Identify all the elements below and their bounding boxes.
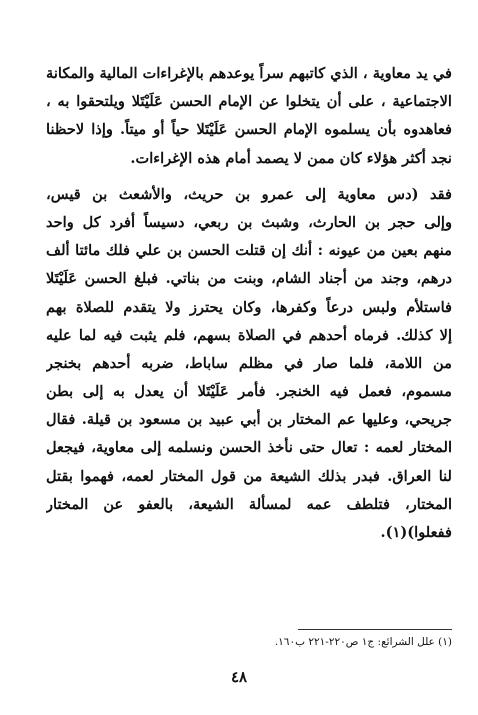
text-line: الاجتماعية ، على أن يتخلوا عن الإمام الحسن عَلَيْتَلا ويلتحقوا به ، xyxy=(46,93,452,111)
text-line: إلا كذلك. فرماه أحدهم في الصلاة بسهم، فلم يثبت فيه لما عليه xyxy=(46,326,452,344)
footnote: (١) علل الشرائع: ج١ ص٢٢٠-٢٢١ ب١٦٠. xyxy=(274,636,452,648)
text-line: وإلى حجر بن الحارث، وشبث بن ربعي، دسيساً أفرد كل واحد xyxy=(46,213,452,231)
page-number: ٤٨ xyxy=(230,668,248,686)
body-text xyxy=(46,60,452,547)
text-line: المختار لعمه : تعال حتى نأخذ الحسن ونسلمه إلى معاوية، فيجعل xyxy=(46,439,452,457)
footnote-divider xyxy=(298,629,452,630)
text-line: فاستلأم ولبس درعاً وكفرها، وكان يحترز ولا يتقدم للصلاة بهم xyxy=(46,298,452,316)
text-line: في يد معاوية ، الذي كاتبهم سراً يوعدهم بالإغراءات المالية والمكانة xyxy=(46,65,452,82)
text-line: المختار، فتلطف عمه لمسألة الشيعة، بالعفو عن المختار xyxy=(46,495,452,513)
text-line: مسموم، فعمل فيه الخنجر. فأمر عَلَيْتَلا أن يعدل به إلى بطن xyxy=(46,383,452,401)
text-line: درهم، وجند من أجناد الشام، وبنت من بناتي. فبلغ الحسن عَلَيْتَلا xyxy=(46,270,452,288)
text-line: نجد أكثر هؤلاء كان ممن لا يصمد أمام هذه الإغراءات. xyxy=(130,149,452,167)
text-line: منهم بعين من عيونه : أنك إن قتلت الحسن بن علي فلك مائتا ألف xyxy=(46,242,452,260)
text-line: جريحي، وعليها عم المختار بن أبي عبيد بن مسعود بن قيلة. فقال xyxy=(46,411,452,429)
text-line: من اللامة، فلما صار في مظلم ساباط، ضربه أحدهم بخنجر xyxy=(46,354,452,372)
text-line: فعاهدوه بأن يسلموه الإمام الحسن عَلَيْتَلا حياً أو ميتاً. وإذا لاحظنا xyxy=(46,121,452,139)
text-line: ففعلوا)(١). xyxy=(380,524,452,541)
text-line: فقد (دس معاوية إلى عمرو بن حريث، والأشعث بن قيس، xyxy=(46,185,452,203)
text-line: لنا العراق. فبدر بذلك الشيعة من قول المختار لعمه، فهموا بقتل xyxy=(46,467,452,485)
paragraph-gap xyxy=(46,173,452,181)
